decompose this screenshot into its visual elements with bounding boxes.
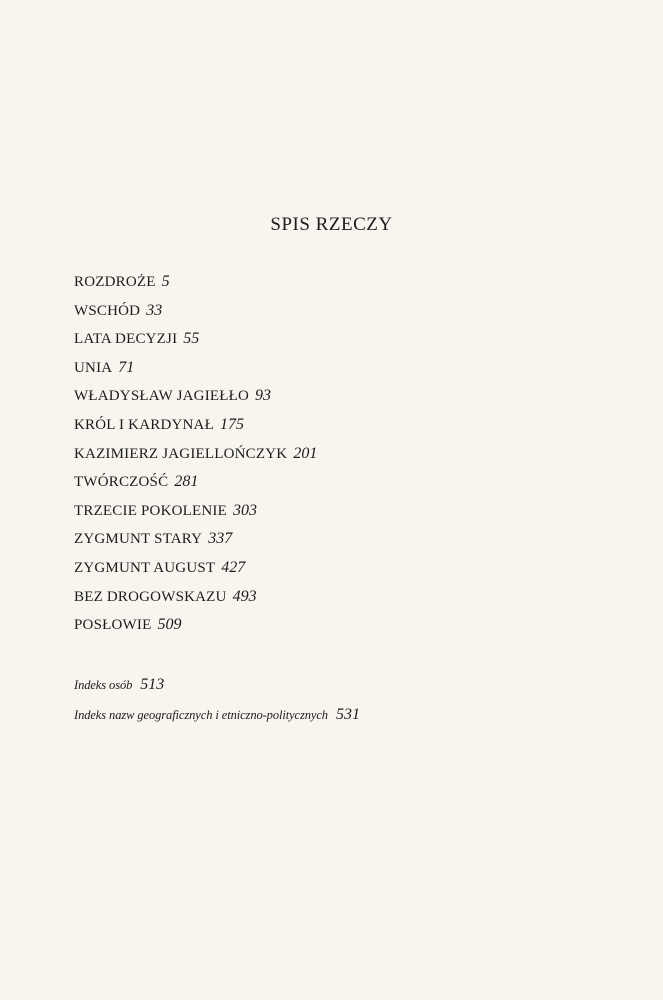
index-entry-page: 513	[140, 676, 165, 693]
toc-entry-page: 93	[255, 387, 272, 405]
toc-entry-title: TRZECIE POKOLENIE	[74, 502, 227, 519]
toc-entry	[74, 268, 317, 297]
toc-entry-title: POSŁOWIE	[74, 617, 152, 634]
toc-entry-title: ZYGMUNT AUGUST	[74, 559, 216, 576]
toc-entry-page: 175	[219, 415, 244, 433]
toc-entry-page: 509	[157, 616, 182, 634]
index-entry-title: Indeks nazw geograficznych i etniczno-politycznych	[74, 708, 328, 722]
table-of-contents	[74, 268, 317, 640]
toc-entry-page: 493	[232, 587, 257, 605]
toc-entry	[74, 525, 317, 554]
toc-entry	[74, 468, 317, 497]
toc-entry-title: KAZIMIERZ JAGIELLOŃCZYK	[74, 445, 288, 462]
toc-entry-title: BEZ DROGOWSKAZU	[74, 588, 227, 605]
index-list	[74, 670, 360, 730]
toc-entry-page: 337	[208, 530, 233, 548]
toc-entry	[74, 411, 317, 440]
toc-entry	[74, 325, 317, 354]
toc-entry	[74, 554, 317, 583]
index-entry	[74, 700, 360, 730]
page-title: SPIS RZECZY	[270, 214, 393, 235]
toc-entry	[74, 440, 317, 469]
toc-entry-title: WŁADYSŁAW JAGIEŁŁO	[74, 388, 250, 405]
toc-entry	[74, 611, 317, 640]
toc-entry-page: 5	[161, 273, 170, 290]
index-entry	[74, 670, 360, 700]
toc-entry	[74, 297, 317, 326]
toc-entry-page: 201	[293, 444, 318, 462]
index-entry-page: 531	[335, 706, 360, 723]
toc-entry	[74, 583, 317, 612]
toc-entry-page: 55	[183, 330, 200, 348]
toc-entry	[74, 382, 317, 411]
toc-entry-page: 427	[221, 558, 246, 576]
toc-entry-title: ROZDROŻE	[74, 274, 156, 290]
toc-entry-page: 281	[174, 473, 199, 491]
toc-entry-title: KRÓL I KARDYNAŁ	[74, 416, 214, 433]
toc-entry	[74, 354, 317, 383]
toc-entry-page: 71	[118, 358, 135, 376]
index-entry-title: Indeks osób	[74, 678, 133, 692]
toc-entry-title: UNIA	[74, 359, 113, 376]
toc-entry-title: TWÓRCZOŚĆ	[74, 474, 169, 491]
toc-entry-title: ZYGMUNT STARY	[74, 531, 203, 548]
toc-entry-page: 33	[146, 301, 163, 319]
toc-entry	[74, 497, 317, 526]
toc-entry-title: WSCHÓD	[74, 302, 141, 319]
toc-entry-page: 303	[232, 501, 257, 519]
toc-entry-title: LATA DECYZJI	[74, 331, 178, 348]
